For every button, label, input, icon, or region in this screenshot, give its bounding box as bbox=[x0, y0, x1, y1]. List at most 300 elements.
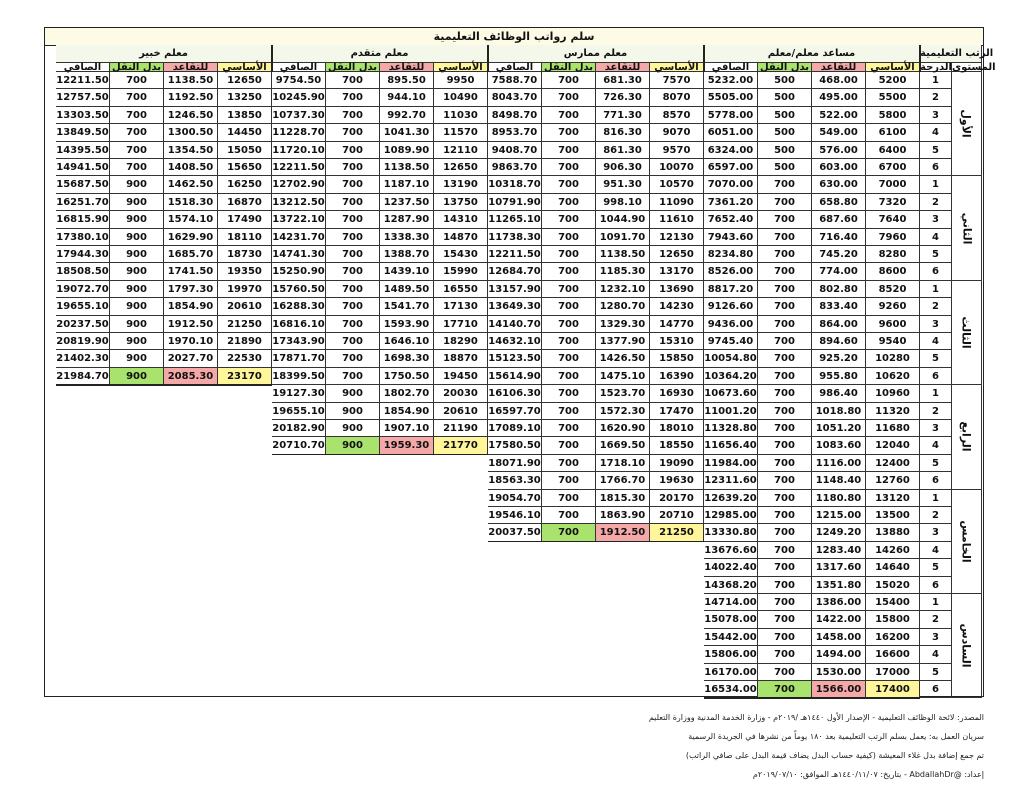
net-cell: 7652.40 bbox=[704, 211, 758, 228]
transport-cell: 700 bbox=[542, 176, 596, 193]
net-cell: 15614.90 bbox=[488, 368, 542, 385]
net-cell: 18563.30 bbox=[488, 472, 542, 489]
transport-cell: 900 bbox=[110, 368, 164, 385]
basic-cell: 19970 bbox=[218, 281, 272, 298]
transport-cell: 700 bbox=[326, 72, 380, 89]
basic-cell: 23170 bbox=[218, 368, 272, 385]
net-cell: 17944.30 bbox=[56, 246, 110, 263]
grade-cell: 3 bbox=[920, 629, 952, 646]
net-cell: 20182.90 bbox=[272, 420, 326, 437]
basic-cell: 7640 bbox=[866, 211, 920, 228]
net-cell: 13212.50 bbox=[272, 194, 326, 211]
transport-cell: 700 bbox=[542, 385, 596, 402]
net-cell: 15078.00 bbox=[704, 611, 758, 628]
grade-cell: 3 bbox=[920, 420, 952, 437]
basic-cell: 11570 bbox=[434, 124, 488, 141]
retirement-cell: 687.60 bbox=[812, 211, 866, 228]
net-cell: 5505.00 bbox=[704, 89, 758, 106]
retirement-cell: 1051.20 bbox=[812, 420, 866, 437]
grade-cell: 3 bbox=[920, 316, 952, 333]
grade-cell: 1 bbox=[920, 490, 952, 507]
block-divider bbox=[704, 697, 920, 699]
net-cell: 5232.00 bbox=[704, 72, 758, 89]
basic-cell: 15400 bbox=[866, 594, 920, 611]
transport-cell: 500 bbox=[758, 107, 812, 124]
retirement-cell: 1912.50 bbox=[596, 524, 650, 541]
net-cell: 5778.00 bbox=[704, 107, 758, 124]
basic-cell: 22530 bbox=[218, 350, 272, 367]
basic-cell: 7960 bbox=[866, 229, 920, 246]
grade-cell: 3 bbox=[920, 107, 952, 124]
net-cell: 6597.00 bbox=[704, 159, 758, 176]
basic-cell: 19450 bbox=[434, 368, 488, 385]
basic-cell: 14770 bbox=[650, 316, 704, 333]
transport-cell: 700 bbox=[542, 298, 596, 315]
transport-cell: 700 bbox=[326, 124, 380, 141]
transport-cell: 900 bbox=[326, 420, 380, 437]
basic-cell: 12400 bbox=[866, 455, 920, 472]
retirement-cell: 1185.30 bbox=[596, 263, 650, 280]
transport-cell: 900 bbox=[110, 176, 164, 193]
retirement-cell: 1426.50 bbox=[596, 350, 650, 367]
net-cell: 7588.70 bbox=[488, 72, 542, 89]
net-cell: 8234.80 bbox=[704, 246, 758, 263]
retirement-cell: 1388.70 bbox=[380, 246, 434, 263]
basic-cell: 13750 bbox=[434, 194, 488, 211]
grade-cell: 6 bbox=[920, 263, 952, 280]
basic-cell: 8070 bbox=[650, 89, 704, 106]
transport-cell: 500 bbox=[758, 72, 812, 89]
grade-cell: 1 bbox=[920, 72, 952, 89]
transport-cell: 700 bbox=[326, 350, 380, 367]
net-cell: 12311.60 bbox=[704, 472, 758, 489]
retirement-cell: 658.80 bbox=[812, 194, 866, 211]
retirement-cell: 864.00 bbox=[812, 316, 866, 333]
transport-cell: 700 bbox=[110, 124, 164, 141]
grade-cell: 3 bbox=[920, 524, 952, 541]
net-cell: 18399.50 bbox=[272, 368, 326, 385]
retirement-cell: 576.00 bbox=[812, 142, 866, 159]
level-label-text: الأول bbox=[960, 109, 973, 138]
net-cell: 13649.30 bbox=[488, 298, 542, 315]
transport-cell: 700 bbox=[758, 333, 812, 350]
net-cell: 18508.50 bbox=[56, 263, 110, 280]
basic-cell: 9950 bbox=[434, 72, 488, 89]
grade-cell: 2 bbox=[920, 89, 952, 106]
net-cell: 9408.70 bbox=[488, 142, 542, 159]
column-header-net: الصافي bbox=[704, 63, 758, 72]
transport-cell: 700 bbox=[542, 437, 596, 454]
retirement-cell: 1041.30 bbox=[380, 124, 434, 141]
basic-cell: 17470 bbox=[650, 403, 704, 420]
retirement-cell: 1523.70 bbox=[596, 385, 650, 402]
column-header-basic: الأساسي bbox=[866, 63, 920, 72]
transport-cell: 700 bbox=[758, 542, 812, 559]
net-cell: 10364.20 bbox=[704, 368, 758, 385]
retirement-cell: 1091.70 bbox=[596, 229, 650, 246]
basic-cell: 21890 bbox=[218, 333, 272, 350]
retirement-cell: 549.00 bbox=[812, 124, 866, 141]
net-cell: 13157.90 bbox=[488, 281, 542, 298]
transport-cell: 900 bbox=[326, 385, 380, 402]
basic-cell: 13250 bbox=[218, 89, 272, 106]
net-cell: 19127.30 bbox=[272, 385, 326, 402]
transport-cell: 700 bbox=[326, 159, 380, 176]
retirement-cell: 944.10 bbox=[380, 89, 434, 106]
transport-cell: 500 bbox=[758, 142, 812, 159]
basic-cell: 9070 bbox=[650, 124, 704, 141]
retirement-cell: 1329.30 bbox=[596, 316, 650, 333]
level-label bbox=[952, 176, 982, 280]
transport-cell: 700 bbox=[758, 664, 812, 681]
basic-cell: 10070 bbox=[650, 159, 704, 176]
net-cell: 16597.70 bbox=[488, 403, 542, 420]
retirement-cell: 1541.70 bbox=[380, 298, 434, 315]
transport-cell: 700 bbox=[758, 176, 812, 193]
net-cell: 11328.80 bbox=[704, 420, 758, 437]
basic-cell: 15650 bbox=[218, 159, 272, 176]
transport-cell: 700 bbox=[758, 316, 812, 333]
grade-cell: 5 bbox=[920, 664, 952, 681]
retirement-cell: 1249.20 bbox=[812, 524, 866, 541]
transport-cell: 700 bbox=[542, 211, 596, 228]
net-cell: 17580.50 bbox=[488, 437, 542, 454]
net-cell: 8526.00 bbox=[704, 263, 758, 280]
transport-cell: 700 bbox=[326, 263, 380, 280]
transport-cell: 700 bbox=[110, 72, 164, 89]
transport-cell: 700 bbox=[110, 107, 164, 124]
retirement-cell: 1970.10 bbox=[164, 333, 218, 350]
net-cell: 10245.90 bbox=[272, 89, 326, 106]
net-cell: 10673.60 bbox=[704, 385, 758, 402]
retirement-cell: 1192.50 bbox=[164, 89, 218, 106]
net-cell: 12684.70 bbox=[488, 263, 542, 280]
transport-cell: 500 bbox=[758, 89, 812, 106]
basic-cell: 8280 bbox=[866, 246, 920, 263]
net-cell: 7943.60 bbox=[704, 229, 758, 246]
retirement-cell: 1593.90 bbox=[380, 316, 434, 333]
level-label-text: الثالث bbox=[960, 316, 974, 349]
basic-cell: 15990 bbox=[434, 263, 488, 280]
basic-cell: 15800 bbox=[866, 611, 920, 628]
retirement-cell: 726.30 bbox=[596, 89, 650, 106]
retirement-cell: 1408.50 bbox=[164, 159, 218, 176]
rank-separator bbox=[919, 45, 921, 72]
transport-cell: 700 bbox=[758, 385, 812, 402]
net-cell: 19655.10 bbox=[56, 298, 110, 315]
retirement-cell: 1494.00 bbox=[812, 646, 866, 663]
retirement-cell: 802.80 bbox=[812, 281, 866, 298]
basic-cell: 18010 bbox=[650, 420, 704, 437]
net-cell: 15250.90 bbox=[272, 263, 326, 280]
grade-cell: 5 bbox=[920, 142, 952, 159]
basic-cell: 18730 bbox=[218, 246, 272, 263]
transport-cell: 700 bbox=[542, 263, 596, 280]
transport-cell: 700 bbox=[326, 368, 380, 385]
retirement-cell: 2085.30 bbox=[164, 368, 218, 385]
basic-cell: 11030 bbox=[434, 107, 488, 124]
basic-cell: 12110 bbox=[434, 142, 488, 159]
transport-cell: 700 bbox=[758, 472, 812, 489]
retirement-cell: 745.20 bbox=[812, 246, 866, 263]
basic-cell: 16200 bbox=[866, 629, 920, 646]
transport-cell: 700 bbox=[758, 577, 812, 594]
retirement-cell: 895.50 bbox=[380, 72, 434, 89]
net-cell: 14022.40 bbox=[704, 559, 758, 576]
retirement-cell: 1138.50 bbox=[380, 159, 434, 176]
retirement-cell: 1386.00 bbox=[812, 594, 866, 611]
basic-cell: 6100 bbox=[866, 124, 920, 141]
transport-cell: 700 bbox=[758, 490, 812, 507]
block-divider bbox=[56, 384, 272, 386]
retirement-cell: 1620.90 bbox=[596, 420, 650, 437]
net-cell: 14231.70 bbox=[272, 229, 326, 246]
grade-cell: 6 bbox=[920, 472, 952, 489]
grade-cell: 2 bbox=[920, 403, 952, 420]
transport-cell: 700 bbox=[758, 211, 812, 228]
level-label bbox=[952, 490, 982, 594]
net-cell: 12639.20 bbox=[704, 490, 758, 507]
basic-cell: 16870 bbox=[218, 194, 272, 211]
net-cell: 8498.70 bbox=[488, 107, 542, 124]
retirement-cell: 1462.50 bbox=[164, 176, 218, 193]
basic-cell: 12650 bbox=[434, 159, 488, 176]
transport-cell: 700 bbox=[542, 490, 596, 507]
net-cell: 7070.00 bbox=[704, 176, 758, 193]
basic-cell: 18290 bbox=[434, 333, 488, 350]
retirement-cell: 1530.00 bbox=[812, 664, 866, 681]
basic-cell: 11610 bbox=[650, 211, 704, 228]
transport-cell: 900 bbox=[110, 316, 164, 333]
net-cell: 18071.90 bbox=[488, 455, 542, 472]
transport-cell: 700 bbox=[758, 420, 812, 437]
grade-cell: 5 bbox=[920, 559, 952, 576]
net-cell: 10791.90 bbox=[488, 194, 542, 211]
retirement-cell: 833.40 bbox=[812, 298, 866, 315]
transport-cell: 700 bbox=[542, 142, 596, 159]
retirement-cell: 1089.90 bbox=[380, 142, 434, 159]
net-cell: 8043.70 bbox=[488, 89, 542, 106]
transport-cell: 700 bbox=[542, 350, 596, 367]
retirement-cell: 1439.10 bbox=[380, 263, 434, 280]
retirement-cell: 1854.90 bbox=[380, 403, 434, 420]
grade-cell: 2 bbox=[920, 298, 952, 315]
basic-cell: 12650 bbox=[650, 246, 704, 263]
retirement-cell: 771.30 bbox=[596, 107, 650, 124]
basic-cell: 17490 bbox=[218, 211, 272, 228]
column-header-retirement: للتقاعد bbox=[596, 63, 650, 72]
net-cell: 14632.10 bbox=[488, 333, 542, 350]
basic-cell: 7000 bbox=[866, 176, 920, 193]
transport-cell: 700 bbox=[758, 298, 812, 315]
transport-cell: 700 bbox=[542, 194, 596, 211]
column-header-transport: بدل النقل bbox=[326, 63, 380, 72]
level-label bbox=[952, 385, 982, 489]
basic-cell: 14260 bbox=[866, 542, 920, 559]
net-cell: 15442.00 bbox=[704, 629, 758, 646]
net-cell: 11984.00 bbox=[704, 455, 758, 472]
net-cell: 13330.80 bbox=[704, 524, 758, 541]
transport-cell: 700 bbox=[758, 194, 812, 211]
retirement-cell: 1718.10 bbox=[596, 455, 650, 472]
net-cell: 16288.30 bbox=[272, 298, 326, 315]
net-cell: 8817.20 bbox=[704, 281, 758, 298]
grade-cell: 5 bbox=[920, 455, 952, 472]
transport-cell: 500 bbox=[758, 159, 812, 176]
net-cell: 14714.00 bbox=[704, 594, 758, 611]
basic-cell: 15050 bbox=[218, 142, 272, 159]
rank-title-header: الرتب التعليمية bbox=[920, 45, 982, 63]
basic-cell: 21250 bbox=[218, 316, 272, 333]
net-cell: 17380.10 bbox=[56, 229, 110, 246]
transport-cell: 700 bbox=[542, 246, 596, 263]
net-cell: 6051.00 bbox=[704, 124, 758, 141]
basic-cell: 10960 bbox=[866, 385, 920, 402]
grade-cell: 4 bbox=[920, 333, 952, 350]
retirement-cell: 774.00 bbox=[812, 263, 866, 280]
transport-cell: 700 bbox=[758, 455, 812, 472]
net-cell: 14368.20 bbox=[704, 577, 758, 594]
transport-cell: 700 bbox=[326, 281, 380, 298]
basic-cell: 5500 bbox=[866, 89, 920, 106]
transport-cell: 700 bbox=[758, 263, 812, 280]
retirement-cell: 1863.90 bbox=[596, 507, 650, 524]
retirement-cell: 955.80 bbox=[812, 368, 866, 385]
net-cell: 15806.00 bbox=[704, 646, 758, 663]
basic-cell: 8520 bbox=[866, 281, 920, 298]
basic-cell: 10620 bbox=[866, 368, 920, 385]
net-cell: 11738.30 bbox=[488, 229, 542, 246]
footer-source: المصدر: لائحة الوظائف التعليمية - الإصدار الأول ١٤٤٠هـ /٢٠١٩م - وزارة الخدمة المدنية ووزارة التعليم bbox=[648, 713, 984, 722]
retirement-cell: 1300.50 bbox=[164, 124, 218, 141]
basic-cell: 20030 bbox=[434, 385, 488, 402]
transport-cell: 700 bbox=[542, 524, 596, 541]
retirement-cell: 1489.50 bbox=[380, 281, 434, 298]
basic-cell: 16390 bbox=[650, 368, 704, 385]
level-label-text: الخامس bbox=[960, 520, 974, 563]
net-cell: 14395.50 bbox=[56, 142, 110, 159]
net-cell: 13722.10 bbox=[272, 211, 326, 228]
level-label-text: السادس bbox=[960, 623, 973, 668]
transport-cell: 900 bbox=[110, 246, 164, 263]
net-cell: 9754.50 bbox=[272, 72, 326, 89]
retirement-cell: 716.40 bbox=[812, 229, 866, 246]
retirement-cell: 1280.70 bbox=[596, 298, 650, 315]
basic-cell: 19090 bbox=[650, 455, 704, 472]
net-cell: 14140.70 bbox=[488, 316, 542, 333]
grade-cell: 1 bbox=[920, 385, 952, 402]
rank-separator bbox=[271, 45, 273, 72]
net-cell: 20819.90 bbox=[56, 333, 110, 350]
basic-cell: 12650 bbox=[218, 72, 272, 89]
transport-cell: 900 bbox=[110, 281, 164, 298]
net-cell: 16106.30 bbox=[488, 385, 542, 402]
transport-cell: 700 bbox=[326, 229, 380, 246]
net-cell: 11228.70 bbox=[272, 124, 326, 141]
column-header-retirement: للتقاعد bbox=[380, 63, 434, 72]
transport-cell: 700 bbox=[542, 507, 596, 524]
net-cell: 17343.90 bbox=[272, 333, 326, 350]
basic-cell: 21190 bbox=[434, 420, 488, 437]
retirement-cell: 1750.50 bbox=[380, 368, 434, 385]
basic-cell: 11320 bbox=[866, 403, 920, 420]
net-cell: 21984.70 bbox=[56, 368, 110, 385]
transport-cell: 700 bbox=[542, 333, 596, 350]
transport-cell: 700 bbox=[758, 559, 812, 576]
retirement-cell: 1018.80 bbox=[812, 403, 866, 420]
grade-cell: 2 bbox=[920, 611, 952, 628]
retirement-cell: 1572.30 bbox=[596, 403, 650, 420]
rank-header: معلم خبير bbox=[56, 45, 272, 63]
basic-cell: 13120 bbox=[866, 490, 920, 507]
basic-cell: 7320 bbox=[866, 194, 920, 211]
net-cell: 13676.60 bbox=[704, 542, 758, 559]
column-header-basic: الأساسي bbox=[434, 63, 488, 72]
grade-cell: 4 bbox=[920, 124, 952, 141]
retirement-cell: 1215.00 bbox=[812, 507, 866, 524]
transport-cell: 700 bbox=[326, 298, 380, 315]
transport-cell: 700 bbox=[758, 681, 812, 698]
retirement-cell: 1912.50 bbox=[164, 316, 218, 333]
basic-cell: 10280 bbox=[866, 350, 920, 367]
retirement-cell: 1283.40 bbox=[812, 542, 866, 559]
retirement-cell: 603.00 bbox=[812, 159, 866, 176]
basic-cell: 5800 bbox=[866, 107, 920, 124]
transport-cell: 700 bbox=[326, 211, 380, 228]
basic-cell: 18870 bbox=[434, 350, 488, 367]
transport-cell: 700 bbox=[758, 629, 812, 646]
grade-cell: 4 bbox=[920, 542, 952, 559]
net-cell: 17871.70 bbox=[272, 350, 326, 367]
transport-cell: 900 bbox=[110, 211, 164, 228]
grade-cell: 6 bbox=[920, 681, 952, 698]
transport-cell: 700 bbox=[326, 333, 380, 350]
basic-cell: 21250 bbox=[650, 524, 704, 541]
net-cell: 16815.90 bbox=[56, 211, 110, 228]
retirement-cell: 1287.90 bbox=[380, 211, 434, 228]
basic-cell: 13880 bbox=[866, 524, 920, 541]
column-header-basic: الأساسي bbox=[218, 63, 272, 72]
net-cell: 15687.50 bbox=[56, 176, 110, 193]
transport-cell: 700 bbox=[758, 350, 812, 367]
net-cell: 9863.70 bbox=[488, 159, 542, 176]
net-cell: 16251.70 bbox=[56, 194, 110, 211]
retirement-cell: 992.70 bbox=[380, 107, 434, 124]
basic-cell: 13190 bbox=[434, 176, 488, 193]
transport-cell: 700 bbox=[758, 281, 812, 298]
retirement-cell: 1232.10 bbox=[596, 281, 650, 298]
net-cell: 15123.50 bbox=[488, 350, 542, 367]
basic-cell: 10490 bbox=[434, 89, 488, 106]
level-label bbox=[952, 594, 982, 698]
net-cell: 20037.50 bbox=[488, 524, 542, 541]
transport-cell: 900 bbox=[110, 333, 164, 350]
retirement-cell: 986.40 bbox=[812, 385, 866, 402]
basic-cell: 17400 bbox=[866, 681, 920, 698]
transport-cell: 700 bbox=[542, 72, 596, 89]
retirement-cell: 1646.10 bbox=[380, 333, 434, 350]
grade-cell: 6 bbox=[920, 159, 952, 176]
grade-cell: 3 bbox=[920, 211, 952, 228]
grade-cell: 2 bbox=[920, 507, 952, 524]
retirement-cell: 681.30 bbox=[596, 72, 650, 89]
grade-cell: 5 bbox=[920, 350, 952, 367]
retirement-cell: 894.60 bbox=[812, 333, 866, 350]
net-cell: 11265.10 bbox=[488, 211, 542, 228]
transport-cell: 700 bbox=[758, 403, 812, 420]
net-cell: 19655.10 bbox=[272, 403, 326, 420]
column-header-net: الصافي bbox=[488, 63, 542, 72]
